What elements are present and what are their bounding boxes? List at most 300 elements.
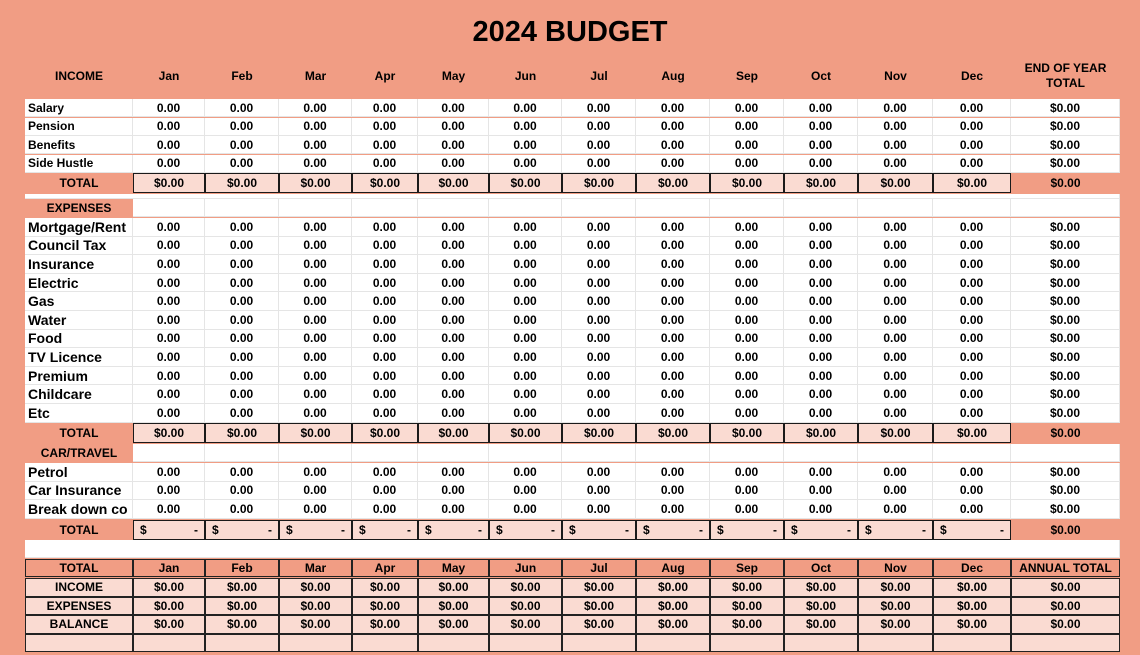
amount-cell[interactable]: 0.00 [784,136,858,154]
amount-cell[interactable]: 0.00 [858,385,933,404]
amount-cell[interactable]: 0.00 [636,155,710,173]
summary-amount-cell: $0.00 [352,597,418,616]
amount-cell[interactable]: 0.00 [562,404,636,423]
amount-cell[interactable]: 0.00 [636,255,710,274]
amount-cell[interactable]: 0.00 [636,118,710,136]
amount-cell[interactable]: 0.00 [710,218,784,237]
amount-cell[interactable]: 0.00 [352,330,418,349]
amount-cell[interactable]: 0.00 [133,218,205,237]
amount-cell[interactable]: 0.00 [858,463,933,482]
amount-cell[interactable]: 0.00 [205,292,279,311]
dash-value: - [478,523,482,537]
row-label: Break down co [25,500,133,519]
summary-amount-cell: $0.00 [133,615,205,634]
amount-cell[interactable]: 0.00 [205,237,279,256]
amount-cell[interactable]: 0.00 [489,463,562,482]
amount-cell[interactable]: 0.00 [710,404,784,423]
summary-amount-cell: $0.00 [352,615,418,634]
amount-cell[interactable]: 0.00 [933,99,1011,117]
amount-cell[interactable]: 0.00 [933,348,1011,367]
amount-cell[interactable]: 0.00 [133,292,205,311]
summary-amount-cell: $0.00 [489,615,562,634]
month-header-feb: Feb [231,68,253,83]
amount-cell[interactable]: 0.00 [562,367,636,386]
amount-cell[interactable]: 0.00 [933,330,1011,349]
amount-cell[interactable]: 0.00 [205,404,279,423]
amount-cell[interactable]: 0.00 [489,136,562,154]
amount-cell[interactable]: 0.00 [933,118,1011,136]
amount-cell[interactable]: 0.00 [784,367,858,386]
amount-cell[interactable]: 0.00 [710,463,784,482]
amount-cell[interactable]: 0.00 [205,500,279,519]
amount-cell[interactable]: 0.00 [352,237,418,256]
amount-cell[interactable]: 0.00 [418,330,489,349]
amount-cell[interactable]: 0.00 [858,311,933,330]
amount-cell[interactable]: 0.00 [133,500,205,519]
amount-cell[interactable]: 0.00 [858,155,933,173]
amount-cell[interactable]: 0.00 [133,404,205,423]
amount-cell[interactable]: 0.00 [133,385,205,404]
amount-cell[interactable]: 0.00 [636,463,710,482]
amount-cell[interactable]: 0.00 [352,274,418,293]
total-amount-cell: $0.00 [489,173,562,193]
amount-cell[interactable]: 0.00 [489,237,562,256]
amount-cell[interactable]: 0.00 [933,367,1011,386]
amount-cell[interactable]: 0.00 [279,237,352,256]
amount-cell[interactable]: 0.00 [489,482,562,501]
amount-cell[interactable]: 0.00 [352,367,418,386]
amount-cell[interactable]: 0.00 [562,155,636,173]
amount-cell[interactable]: 0.00 [279,155,352,173]
amount-cell[interactable]: 0.00 [784,330,858,349]
dash-value: - [407,523,411,537]
amount-cell[interactable]: 0.00 [933,482,1011,501]
amount-cell[interactable]: 0.00 [636,237,710,256]
amount-cell[interactable]: 0.00 [133,463,205,482]
amount-cell[interactable]: 0.00 [205,385,279,404]
amount-cell[interactable]: 0.00 [418,118,489,136]
total-amount-cell [418,520,489,540]
blank-cell [489,444,562,462]
summary-header-label: TOTAL [25,559,133,577]
amount-cell[interactable]: 0.00 [279,311,352,330]
amount-cell[interactable]: 0.00 [352,218,418,237]
amount-cell[interactable]: 0.00 [784,118,858,136]
total-amount-cell [562,520,636,540]
amount-cell[interactable]: 0.00 [352,136,418,154]
amount-cell[interactable]: 0.00 [562,237,636,256]
amount-cell[interactable]: 0.00 [710,255,784,274]
amount-cell[interactable]: 0.00 [352,118,418,136]
amount-cell[interactable]: 0.00 [858,500,933,519]
amount-cell[interactable]: 0.00 [133,237,205,256]
row-total-cell: $0.00 [1011,367,1120,386]
summary-amount-cell: $0.00 [636,615,710,634]
blank-cell [933,444,1011,462]
amount-cell[interactable]: 0.00 [858,218,933,237]
amount-cell[interactable]: 0.00 [636,482,710,501]
amount-cell[interactable]: 0.00 [933,463,1011,482]
blank-cell [636,444,710,462]
amount-cell[interactable]: 0.00 [710,348,784,367]
amount-cell[interactable]: 0.00 [784,237,858,256]
row-total-cell: $0.00 [1011,292,1120,311]
amount-cell[interactable]: 0.00 [352,348,418,367]
summary-amount-cell: $0.00 [279,597,352,616]
amount-cell[interactable]: 0.00 [418,136,489,154]
row-label: Salary [25,99,133,117]
row-total-cell: $0.00 [1011,311,1120,330]
amount-cell[interactable]: 0.00 [418,500,489,519]
amount-cell[interactable]: 0.00 [418,385,489,404]
dash-value: - [551,523,555,537]
amount-cell[interactable]: 0.00 [562,500,636,519]
amount-cell[interactable]: 0.00 [784,292,858,311]
amount-cell[interactable]: 0.00 [784,482,858,501]
amount-cell[interactable]: 0.00 [933,136,1011,154]
amount-cell[interactable]: 0.00 [205,118,279,136]
data-row [0,255,1140,274]
total-amount-cell: $0.00 [489,423,562,443]
amount-cell[interactable]: 0.00 [279,385,352,404]
amount-cell[interactable]: 0.00 [858,99,933,117]
amount-cell[interactable]: 0.00 [636,136,710,154]
total-amount-cell: $0.00 [784,173,858,193]
amount-cell[interactable]: 0.00 [489,385,562,404]
amount-cell[interactable]: 0.00 [418,311,489,330]
amount-cell[interactable]: 0.00 [784,348,858,367]
amount-cell[interactable]: 0.00 [562,348,636,367]
amount-cell[interactable]: 0.00 [562,255,636,274]
amount-cell[interactable]: 0.00 [784,255,858,274]
amount-cell[interactable]: 0.00 [784,218,858,237]
amount-cell[interactable]: 0.00 [279,218,352,237]
amount-cell[interactable]: 0.00 [279,292,352,311]
amount-cell[interactable]: 0.00 [636,500,710,519]
amount-cell[interactable]: 0.00 [205,255,279,274]
amount-cell[interactable]: 0.00 [858,404,933,423]
amount-cell[interactable]: 0.00 [489,348,562,367]
amount-cell[interactable]: 0.00 [710,155,784,173]
amount-cell[interactable]: 0.00 [279,274,352,293]
blank-cell [636,199,710,217]
amount-cell[interactable]: 0.00 [489,404,562,423]
amount-cell[interactable]: 0.00 [933,311,1011,330]
summary-month-header: Aug [636,559,710,577]
expenses-section-label: EXPENSES [25,199,133,217]
row-total-cell: $0.00 [1011,274,1120,293]
amount-cell[interactable]: 0.00 [489,99,562,117]
amount-cell[interactable]: 0.00 [418,99,489,117]
amount-cell[interactable]: 0.00 [858,237,933,256]
amount-cell[interactable]: 0.00 [710,500,784,519]
amount-cell[interactable]: 0.00 [636,218,710,237]
amount-cell[interactable]: 0.00 [858,348,933,367]
amount-cell[interactable]: 0.00 [858,292,933,311]
amount-cell[interactable]: 0.00 [418,463,489,482]
income-total-row [0,173,1140,193]
amount-cell[interactable]: 0.00 [205,348,279,367]
currency-symbol: $ [717,523,724,537]
amount-cell[interactable]: 0.00 [133,274,205,293]
amount-cell[interactable]: 0.00 [636,292,710,311]
amount-cell[interactable]: 0.00 [418,237,489,256]
amount-cell[interactable]: 0.00 [710,482,784,501]
amount-cell[interactable]: 0.00 [710,330,784,349]
summary-amount-cell: $0.00 [489,578,562,597]
amount-cell[interactable]: 0.00 [858,255,933,274]
blank-cell [784,199,858,217]
amount-cell[interactable]: 0.00 [562,292,636,311]
month-header-jan: Jan [158,68,180,83]
amount-cell[interactable]: 0.00 [636,311,710,330]
amount-cell[interactable]: 0.00 [279,136,352,154]
amount-cell[interactable]: 0.00 [858,118,933,136]
summary-row-label: EXPENSES [25,597,133,616]
amount-cell[interactable]: 0.00 [352,99,418,117]
month-header-mar: Mar [304,68,327,83]
summary-amount-cell: $0.00 [205,597,279,616]
amount-cell[interactable]: 0.00 [562,385,636,404]
amount-cell[interactable]: 0.00 [418,348,489,367]
amount-cell[interactable]: 0.00 [279,404,352,423]
amount-cell[interactable]: 0.00 [352,500,418,519]
amount-cell[interactable]: 0.00 [933,385,1011,404]
total-amount-cell: $0.00 [352,423,418,443]
data-row [0,348,1140,367]
summary-amount-cell: $0.00 [858,597,933,616]
empty-cell [858,634,933,652]
amount-cell[interactable]: 0.00 [858,136,933,154]
amount-cell[interactable]: 0.00 [418,404,489,423]
amount-cell[interactable]: 0.00 [933,155,1011,173]
amount-cell[interactable]: 0.00 [933,404,1011,423]
amount-cell[interactable]: 0.00 [279,330,352,349]
blank-cell [279,444,352,462]
amount-cell[interactable]: 0.00 [279,348,352,367]
amount-cell[interactable]: 0.00 [133,482,205,501]
amount-cell[interactable]: 0.00 [784,99,858,117]
amount-cell[interactable]: 0.00 [489,500,562,519]
dash-value: - [194,523,198,537]
amount-cell[interactable]: 0.00 [205,482,279,501]
amount-cell[interactable]: 0.00 [489,292,562,311]
data-row [0,367,1140,386]
data-row [0,118,1140,136]
amount-cell[interactable]: 0.00 [710,136,784,154]
amount-cell[interactable]: 0.00 [710,274,784,293]
currency-symbol: $ [425,523,432,537]
amount-cell[interactable]: 0.00 [489,274,562,293]
amount-cell[interactable]: 0.00 [636,274,710,293]
total-amount-cell: $0.00 [418,423,489,443]
amount-cell[interactable]: 0.00 [352,255,418,274]
summary-month-header: Jul [562,559,636,577]
amount-cell[interactable]: 0.00 [205,155,279,173]
amount-cell[interactable]: 0.00 [418,218,489,237]
amount-cell[interactable]: 0.00 [205,136,279,154]
amount-cell[interactable]: 0.00 [489,330,562,349]
month-header-jun: Jun [514,68,537,83]
amount-cell[interactable]: 0.00 [205,99,279,117]
amount-cell[interactable]: 0.00 [562,311,636,330]
amount-cell[interactable]: 0.00 [352,311,418,330]
amount-cell[interactable]: 0.00 [418,292,489,311]
amount-cell[interactable]: 0.00 [784,274,858,293]
amount-cell[interactable]: 0.00 [418,482,489,501]
amount-cell[interactable]: 0.00 [636,385,710,404]
amount-cell[interactable]: 0.00 [133,155,205,173]
amount-cell[interactable]: 0.00 [562,99,636,117]
amount-cell[interactable]: 0.00 [562,218,636,237]
amount-cell[interactable]: 0.00 [352,155,418,173]
amount-cell[interactable]: 0.00 [636,404,710,423]
car-total-row [0,520,1140,540]
amount-cell[interactable]: 0.00 [279,500,352,519]
currency-symbol: $ [496,523,503,537]
spacer-row [0,540,1140,558]
amount-cell[interactable]: 0.00 [489,118,562,136]
amount-cell[interactable]: 0.00 [858,367,933,386]
blank-cell [562,199,636,217]
grand-total-cell: $0.00 [1011,520,1120,540]
amount-cell[interactable]: 0.00 [710,118,784,136]
amount-cell[interactable]: 0.00 [562,136,636,154]
amount-cell[interactable]: 0.00 [858,330,933,349]
amount-cell[interactable]: 0.00 [279,255,352,274]
amount-cell[interactable]: 0.00 [205,311,279,330]
month-header-jul: Jul [590,68,608,83]
amount-cell[interactable]: 0.00 [352,292,418,311]
amount-cell[interactable]: 0.00 [489,255,562,274]
amount-cell[interactable]: 0.00 [784,500,858,519]
amount-cell[interactable]: 0.00 [418,367,489,386]
data-row [0,311,1140,330]
row-label: Petrol [25,463,133,482]
dash-value: - [773,523,777,537]
amount-cell[interactable]: 0.00 [279,463,352,482]
amount-cell[interactable]: 0.00 [133,118,205,136]
amount-cell[interactable]: 0.00 [784,385,858,404]
amount-cell[interactable]: 0.00 [489,367,562,386]
amount-cell[interactable]: 0.00 [858,482,933,501]
amount-cell[interactable]: 0.00 [133,330,205,349]
amount-cell[interactable]: 0.00 [636,367,710,386]
row-label: Insurance [25,255,133,274]
amount-cell[interactable]: 0.00 [418,155,489,173]
amount-cell[interactable]: 0.00 [352,463,418,482]
amount-cell[interactable]: 0.00 [562,118,636,136]
amount-cell[interactable]: 0.00 [562,463,636,482]
amount-cell[interactable]: 0.00 [352,385,418,404]
row-label: Food [25,330,133,349]
amount-cell[interactable]: 0.00 [279,99,352,117]
amount-cell[interactable]: 0.00 [636,99,710,117]
amount-cell[interactable]: 0.00 [784,155,858,173]
amount-cell[interactable]: 0.00 [133,367,205,386]
amount-cell[interactable]: 0.00 [205,330,279,349]
summary-row [0,578,1140,597]
amount-cell[interactable]: 0.00 [133,136,205,154]
row-label: Council Tax [25,237,133,256]
amount-cell[interactable]: 0.00 [710,311,784,330]
month-header-sep: Sep [735,68,758,83]
amount-cell[interactable]: 0.00 [352,404,418,423]
empty-cell [562,634,636,652]
summary-month-header: Jan [133,559,205,577]
empty-cell [418,634,489,652]
blank-cell [279,199,352,217]
amount-cell[interactable]: 0.00 [279,118,352,136]
amount-cell[interactable]: 0.00 [133,311,205,330]
amount-cell[interactable]: 0.00 [562,274,636,293]
amount-cell[interactable]: 0.00 [933,274,1011,293]
amount-cell[interactable]: 0.00 [489,218,562,237]
amount-cell[interactable]: 0.00 [133,348,205,367]
total-amount-cell: $0.00 [418,173,489,193]
amount-cell[interactable]: 0.00 [489,311,562,330]
amount-cell[interactable]: 0.00 [784,463,858,482]
amount-cell[interactable]: 0.00 [710,292,784,311]
amount-cell[interactable]: 0.00 [784,311,858,330]
amount-cell[interactable]: 0.00 [418,274,489,293]
amount-cell[interactable]: 0.00 [933,500,1011,519]
amount-cell[interactable]: 0.00 [562,330,636,349]
blank-cell [352,444,418,462]
currency-symbol: $ [643,523,650,537]
amount-cell[interactable]: 0.00 [710,385,784,404]
amount-cell[interactable]: 0.00 [205,463,279,482]
row-total-cell: $0.00 [1011,404,1120,423]
amount-cell[interactable]: 0.00 [562,482,636,501]
amount-cell[interactable]: 0.00 [710,367,784,386]
total-amount-cell: $0.00 [784,423,858,443]
row-label: Car Insurance [25,482,133,501]
amount-cell[interactable]: 0.00 [352,482,418,501]
amount-cell[interactable]: 0.00 [933,292,1011,311]
amount-cell[interactable]: 0.00 [784,404,858,423]
amount-cell[interactable]: 0.00 [205,367,279,386]
amount-cell[interactable]: 0.00 [279,482,352,501]
data-row [0,404,1140,423]
amount-cell[interactable]: 0.00 [858,274,933,293]
amount-cell[interactable]: 0.00 [710,99,784,117]
month-header-dec: Dec [960,68,983,83]
amount-cell[interactable]: 0.00 [710,237,784,256]
amount-cell[interactable]: 0.00 [933,237,1011,256]
total-label: TOTAL [25,423,133,443]
empty-cell [489,634,562,652]
total-amount-cell: $0.00 [858,173,933,193]
amount-cell[interactable]: 0.00 [636,330,710,349]
currency-symbol: $ [865,523,872,537]
amount-cell[interactable]: 0.00 [418,255,489,274]
amount-cell[interactable]: 0.00 [133,99,205,117]
summary-month-header: Sep [710,559,784,577]
row-total-cell: $0.00 [1011,500,1120,519]
amount-cell[interactable]: 0.00 [933,218,1011,237]
amount-cell[interactable]: 0.00 [279,367,352,386]
month-header-nov: Nov [884,68,907,83]
amount-cell[interactable]: 0.00 [933,255,1011,274]
currency-symbol: $ [286,523,293,537]
data-row [0,218,1140,237]
amount-cell[interactable]: 0.00 [205,218,279,237]
amount-cell[interactable]: 0.00 [133,255,205,274]
amount-cell[interactable]: 0.00 [636,348,710,367]
amount-cell[interactable]: 0.00 [489,155,562,173]
amount-cell[interactable]: 0.00 [205,274,279,293]
